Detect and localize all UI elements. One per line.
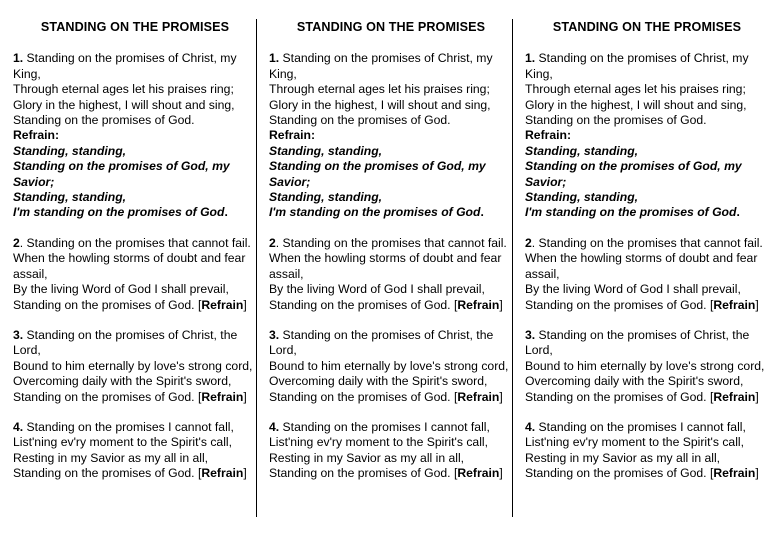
verse-number: 4. bbox=[525, 419, 536, 434]
refrain-line: I'm standing on the promises of God bbox=[525, 205, 737, 220]
verse-line: Overcoming daily with the Spirit's sword, bbox=[525, 374, 744, 389]
refrain-reference: Refrain bbox=[201, 466, 244, 481]
close-bracket: ] bbox=[499, 389, 503, 404]
refrain-line: I'm standing on the promises of God bbox=[13, 205, 225, 220]
verse-line: Standing on the promises of God. bbox=[13, 113, 195, 128]
refrain-reference: Refrain bbox=[457, 297, 500, 312]
verse-line: Bound to him eternally by love's strong cord, bbox=[13, 358, 253, 373]
refrain-line: Standing, standing, bbox=[269, 190, 383, 205]
refrain-label: Refrain: bbox=[13, 128, 60, 143]
verse-line: Standing on the promises of Christ, my King, bbox=[269, 51, 493, 81]
refrain-reference: Refrain bbox=[713, 466, 756, 481]
verse-2 bbox=[13, 236, 257, 313]
verse-line: Standing on the promises of Christ, my King, bbox=[525, 51, 749, 81]
verse-line: Bound to him eternally by love's strong cord, bbox=[269, 358, 509, 373]
verse-line: Resting in my Savior as my all in all, bbox=[525, 450, 721, 465]
verse-line: By the living Word of God I shall prevail, bbox=[269, 282, 485, 297]
refrain-line: Standing on the promises of God, my Savior; bbox=[13, 159, 230, 189]
verse-line: By the living Word of God I shall prevail, bbox=[525, 282, 741, 297]
refrain-line: Standing on the promises of God, my Savior; bbox=[525, 159, 742, 189]
verse-line: By the living Word of God I shall prevail, bbox=[13, 282, 229, 297]
verse-line: Standing on the promises I cannot fall, bbox=[535, 419, 746, 434]
verse-number: 2 bbox=[13, 235, 20, 250]
verse-line: Standing on the promises I cannot fall, bbox=[23, 419, 234, 434]
verse-number: 1. bbox=[269, 51, 280, 66]
verse-line: . Standing on the promises that cannot fail. bbox=[275, 235, 507, 250]
verse-number: 2 bbox=[269, 235, 276, 250]
hymn-title: STANDING ON THE PROMISES bbox=[40, 20, 230, 34]
verse-line: Through eternal ages let his praises ring; bbox=[269, 82, 490, 97]
verse-line: Glory in the highest, I will shout and sing, bbox=[269, 97, 491, 112]
verse-line: List'ning ev'ry moment to the Spirit's call, bbox=[13, 435, 232, 450]
verse-line: Standing on the promises of God. [ bbox=[269, 389, 458, 404]
verse-line: Standing on the promises of God. [ bbox=[269, 297, 458, 312]
verse-line: Glory in the highest, I will shout and sing, bbox=[13, 97, 235, 112]
verse-line: Through eternal ages let his praises ring; bbox=[525, 82, 746, 97]
verse-1 bbox=[525, 51, 768, 220]
close-bracket: ] bbox=[755, 297, 759, 312]
refrain-label: Refrain: bbox=[525, 128, 572, 143]
verse-line: List'ning ev'ry moment to the Spirit's call, bbox=[269, 435, 488, 450]
verse-2 bbox=[525, 236, 768, 313]
verse-line: Standing on the promises I cannot fall, bbox=[279, 419, 490, 434]
refrain-line: Standing, standing, bbox=[269, 143, 383, 158]
verse-line: Resting in my Savior as my all in all, bbox=[269, 450, 465, 465]
refrain-line: Standing, standing, bbox=[13, 190, 127, 205]
verse-line: When the howling storms of doubt and fear assail, bbox=[269, 251, 502, 281]
verse-line: List'ning ev'ry moment to the Spirit's call, bbox=[525, 435, 744, 450]
verse-number: 3. bbox=[13, 327, 24, 342]
verse-number: 4. bbox=[13, 419, 24, 434]
verse-line: Standing on the promises of God. bbox=[525, 113, 707, 128]
close-bracket: ] bbox=[243, 466, 247, 481]
close-bracket: ] bbox=[755, 389, 759, 404]
refrain-label: Refrain: bbox=[269, 128, 316, 143]
verse-line: Glory in the highest, I will shout and sing, bbox=[525, 97, 747, 112]
close-bracket: ] bbox=[499, 466, 503, 481]
verse-number: 4. bbox=[269, 419, 280, 434]
verse-line: Overcoming daily with the Spirit's sword, bbox=[269, 374, 488, 389]
verse-line: . Standing on the promises that cannot fail. bbox=[19, 235, 251, 250]
refrain-reference: Refrain bbox=[713, 389, 756, 404]
refrain-period: . bbox=[480, 205, 484, 220]
verse-4 bbox=[525, 420, 768, 482]
verse-line: Standing on the promises of God. [ bbox=[525, 466, 714, 481]
close-bracket: ] bbox=[499, 297, 503, 312]
verse-line: Standing on the promises of Christ, the Lord, bbox=[13, 327, 238, 358]
verse-line: Standing on the promises of Christ, my King, bbox=[13, 51, 237, 81]
refrain-period: . bbox=[224, 205, 228, 220]
verse-line: Standing on the promises of God. [ bbox=[13, 297, 202, 312]
hymn-column-1 bbox=[13, 16, 257, 497]
refrain-line: Standing, standing, bbox=[13, 143, 127, 158]
hymn-title: STANDING ON THE PROMISES bbox=[552, 20, 742, 34]
hymn-column-3 bbox=[525, 16, 768, 497]
verse-line: Standing on the promises of God. [ bbox=[525, 389, 714, 404]
verse-line: Through eternal ages let his praises ring; bbox=[13, 82, 234, 97]
verse-4 bbox=[13, 420, 257, 482]
refrain-line: I'm standing on the promises of God bbox=[269, 205, 481, 220]
hymn-column-2 bbox=[269, 16, 513, 497]
verse-3 bbox=[525, 328, 768, 405]
close-bracket: ] bbox=[243, 297, 247, 312]
refrain-line: Standing on the promises of God, my Savior; bbox=[269, 159, 486, 189]
verse-2 bbox=[269, 236, 513, 313]
refrain-reference: Refrain bbox=[457, 389, 500, 404]
refrain-reference: Refrain bbox=[713, 297, 756, 312]
verse-line: Bound to him eternally by love's strong cord, bbox=[525, 358, 765, 373]
hymn-title: STANDING ON THE PROMISES bbox=[296, 20, 486, 34]
verse-4 bbox=[269, 420, 513, 482]
verse-line: Standing on the promises of God. [ bbox=[269, 466, 458, 481]
verse-line: When the howling storms of doubt and fear assail, bbox=[13, 251, 246, 281]
verse-line: Standing on the promises of God. [ bbox=[13, 389, 202, 404]
verse-1 bbox=[13, 51, 257, 220]
close-bracket: ] bbox=[243, 389, 247, 404]
refrain-line: Standing, standing, bbox=[525, 190, 639, 205]
verse-line: Standing on the promises of God. [ bbox=[13, 466, 202, 481]
verse-line: Standing on the promises of God. [ bbox=[525, 297, 714, 312]
verse-line: . Standing on the promises that cannot fail. bbox=[531, 235, 763, 250]
verse-1 bbox=[269, 51, 513, 220]
verse-line: Standing on the promises of God. bbox=[269, 113, 451, 128]
refrain-line: Standing, standing, bbox=[525, 143, 639, 158]
refrain-reference: Refrain bbox=[201, 389, 244, 404]
verse-line: Overcoming daily with the Spirit's sword, bbox=[13, 374, 232, 389]
verse-3 bbox=[13, 328, 257, 405]
verse-line: Resting in my Savior as my all in all, bbox=[13, 450, 209, 465]
refrain-period: . bbox=[736, 205, 740, 220]
close-bracket: ] bbox=[755, 466, 759, 481]
verse-number: 1. bbox=[13, 51, 24, 66]
verse-number: 1. bbox=[525, 51, 536, 66]
refrain-reference: Refrain bbox=[201, 297, 244, 312]
refrain-reference: Refrain bbox=[457, 466, 500, 481]
verse-line: When the howling storms of doubt and fear assail, bbox=[525, 251, 758, 281]
verse-number: 3. bbox=[269, 327, 280, 342]
verse-3 bbox=[269, 328, 513, 405]
verse-number: 2 bbox=[525, 235, 532, 250]
verse-number: 3. bbox=[525, 327, 536, 342]
verse-line: Standing on the promises of Christ, the Lord, bbox=[525, 327, 750, 358]
verse-line: Standing on the promises of Christ, the Lord, bbox=[269, 327, 494, 358]
